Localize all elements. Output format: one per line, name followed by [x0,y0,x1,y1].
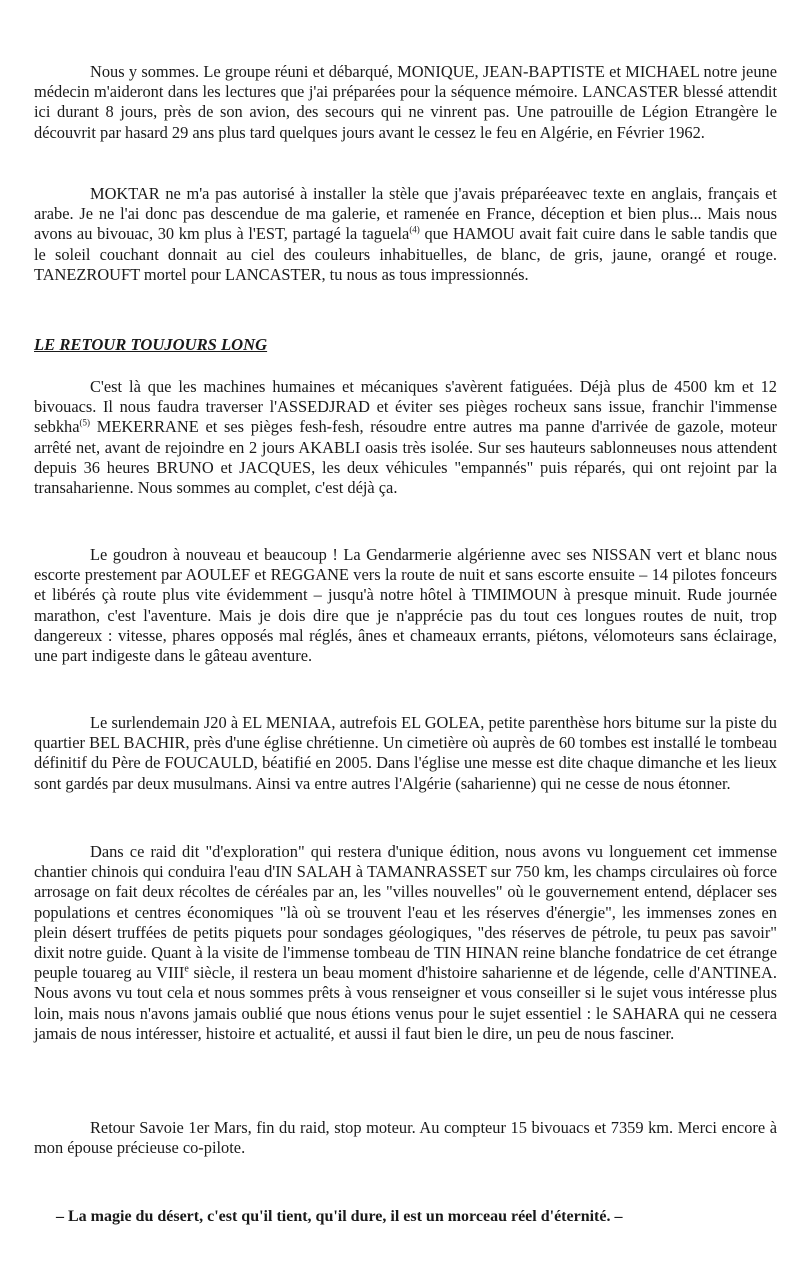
paragraph-retour: Retour Savoie 1er Mars, fin du raid, stop moteur. Au compteur 15 bivouacs et 7359 km. Merci encore à mon épouse précieuse co-pilote. [34,1118,777,1158]
closing-quote: – La magie du désert, c'est qu'il tient, qu'il dure, il est un morceau réel d'éternité. – [56,1208,623,1225]
paragraph-el-meniaa: Le surlendemain J20 à EL MENIAA, autrefois EL GOLEA, petite parenthèse hors bitume sur la piste du quartier BEL BACHIR, près d'une église chrétienne. Un cimetière où auprès de 60 tombes est installé le tombeau définitif du Père de FOUCAULD, béatifié en 2005. Dans l'église une messe est dite chaque dimanche et les lieux sont gardés par deux musulmans. Ainsi va entre autres l'Algérie (saharienne) qui ne cesse de nous étonner. [34,713,777,793]
footnote-marker-5: (5) [79,417,91,428]
paragraph-arrival: Nous y sommes. Le groupe réuni et débarqué, MONIQUE, JEAN-BAPTISTE et MICHAEL notre jeune médecin m'aideront dans les lectures que j'ai préparées pour la séquence mémoire. LANCASTER blessé attendit ici durant 8 jours, près de son avion, des secours qui ne vinrent pas. Une patrouille de Légion Etrangère le découvrit par hasard 29 ans plus tard quelques jours avant le cessez le feu en Algérie, en Février 1962. [34,62,777,142]
footnote-marker-4: (4) [409,224,420,235]
section-heading: LE RETOUR TOUJOURS LONG [34,335,268,354]
paragraph-stele: MOKTAR ne m'a pas autorisé à installer la stèle que j'avais préparéeavec texte en anglais, français et arabe. Je ne l'ai donc pas descendue de ma galerie, et ramenée en France, déception et bien plus... Mais nous avons au bivouac, 30 km plus à l'EST, partagé la taguela$^{(4)}$ que HAMOU avait fait cuire dans le sable tandis que le soleil couchant donnait au ciel des couleurs inhabituelles, de blanc, de gris, jaune, orangé et rouge. TANEZROUFT mortel pour LANCASTER, tu nous as tous impressionnés. [34,184,777,284]
paragraph-exploration: Dans ce raid dit "d'exploration" qui restera d'unique édition, nous avons vu longuement cet immense chantier chinois qui conduira l'eau d'IN SALAH à TAMANRASSET sur 750 km, les champs circulaires où force arrosage on fait deux récoltes de céréales par an, les "villes nouvelles" où le gouvernement entend, déplacer ses populations et centres économiques "là où se trouvent l'eau et les réserves d'énergie", les immenses zones en plein désert truffées de petits piquets pour sondages géologiques, "des réserves de pétrole, tu peux pas savoir" dixit notre guide. Quant à la visite de l'immense tombeau de TIN HINAN reine blanche fondatrice de cet étrange peuple touareg au VIIIe siècle, il restera un beau moment d'histoire saharienne et de légende, celle d'ANTINEA. Nous avons vu tout cela et nous sommes prêts à vous renseigner et vous conseiller si le sujet vous intéresse plus loin, mais nous n'avons jamais oublié que nous étions venus pour le sujet essentiel : le SAHARA qui ne cessera jamais de nous intéresser, histoire et actualité, et aussi il faut bien le dire, un peu de nous fasciner. [34,842,777,1043]
paragraph-machines: C'est là que les machines humaines et mécaniques s'avèrent fatiguées. Déjà plus de 4500 km et 12 bivouacs. Il nous faudra traverser l'ASSEDJRAD et éviter ses pièges rocheux sans issue, franchir l'immense sebkha$^{(5)}$ MEKERRANE et ses pièges fesh-fesh, résoudre entre autres ma panne d'arrivée de gazole, moteur arrêté net, avant de rejoindre en 2 jours AKABLI oasis très isolée. Sur ses hauteurs sablonneuses nous attendent depuis 36 heures BRUNO et JACQUES, les deux véhicules "empannés" puis réparés, qui ont rejoint par la transaharienne. Nous sommes au complet, c'est déjà ça. [34,377,777,498]
paragraph-goudron: Le goudron à nouveau et beaucoup ! La Gendarmerie algérienne avec ses NISSAN vert et blanc nous escorte prestement par AOULEF et REGGANE vers la route de nuit et sans escorte ensuite – 14 pilotes fonceurs et libérés çà route plus vite évidemment – jusqu'à notre hôtel à TIMIMOUN à presque minuit. Rude journée marathon, c'est l'aventure. Mais je dois dire que je n'apprécie pas du tout ces longues routes de nuit, trop dangereux : vitesse, phares opposés mal réglés, ânes et chameaux errants, piétons, vélomoteurs sans éclairage, une part indigeste dans le gâteau aventure. [34,545,777,666]
superscript-siecle: e [184,963,189,975]
